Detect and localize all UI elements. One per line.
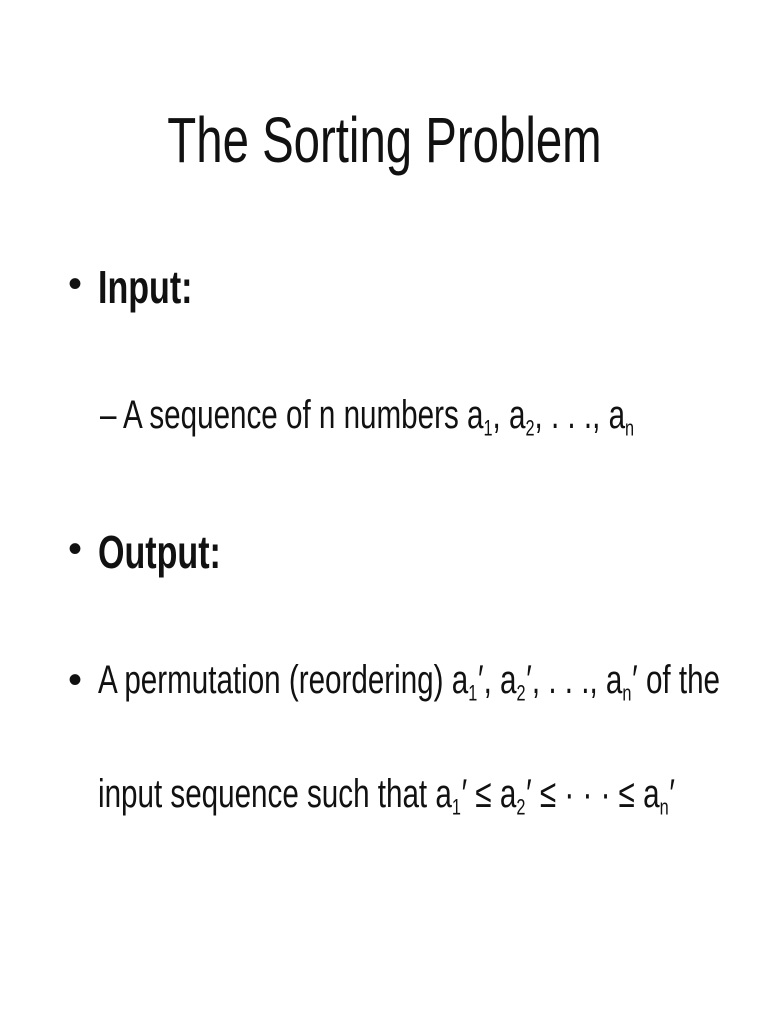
seq-sep: , <box>492 393 501 437</box>
cond-a1: $a_1'$ <box>435 772 468 820</box>
perm-sep: , <box>483 658 492 702</box>
leq-symbol: ≤ <box>475 772 492 816</box>
perm-sep: , <box>589 658 598 702</box>
seq-sep: , <box>592 393 601 437</box>
bullet-dot: • <box>68 658 83 702</box>
perm-a2: $a_2'$ <box>500 658 532 706</box>
seq-ellipsis: . . . <box>550 393 593 437</box>
output-line1-suffix: of the <box>645 658 721 702</box>
cond-dots: · · · <box>564 772 611 816</box>
bullet-dot: • <box>68 262 83 306</box>
leq-symbol: ≤ <box>539 772 557 816</box>
perm-a1: $a_1'$ <box>451 658 484 706</box>
seq-a1: $a_1$ <box>466 393 493 441</box>
seq-an: $a_n$ <box>608 393 635 441</box>
input-heading: Input: <box>98 261 193 313</box>
perm-ellipsis: . . . <box>548 658 590 702</box>
output-line1-prefix: A permutation (reordering) <box>98 658 444 702</box>
cond-an: $a_n'$ <box>643 772 675 820</box>
seq-a2: $a_2$ <box>508 393 535 441</box>
input-desc-prefix: – A sequence of <box>100 393 311 437</box>
slide-title <box>0 104 768 176</box>
slide-title-text: The Sorting Problem <box>166 104 602 176</box>
input-desc-middle: numbers <box>343 393 459 437</box>
perm-sep: , <box>531 658 541 702</box>
cond-a2: $a_2'$ <box>499 772 532 820</box>
bullet-dot: • <box>68 527 83 571</box>
perm-an: $a_n'$ <box>605 658 638 706</box>
seq-sep: , <box>534 393 543 437</box>
input-desc-n: n <box>318 393 336 437</box>
output-line2-prefix: input sequence such that <box>98 772 428 816</box>
leq-symbol: ≤ <box>618 772 635 816</box>
output-heading: Output: <box>98 526 221 578</box>
